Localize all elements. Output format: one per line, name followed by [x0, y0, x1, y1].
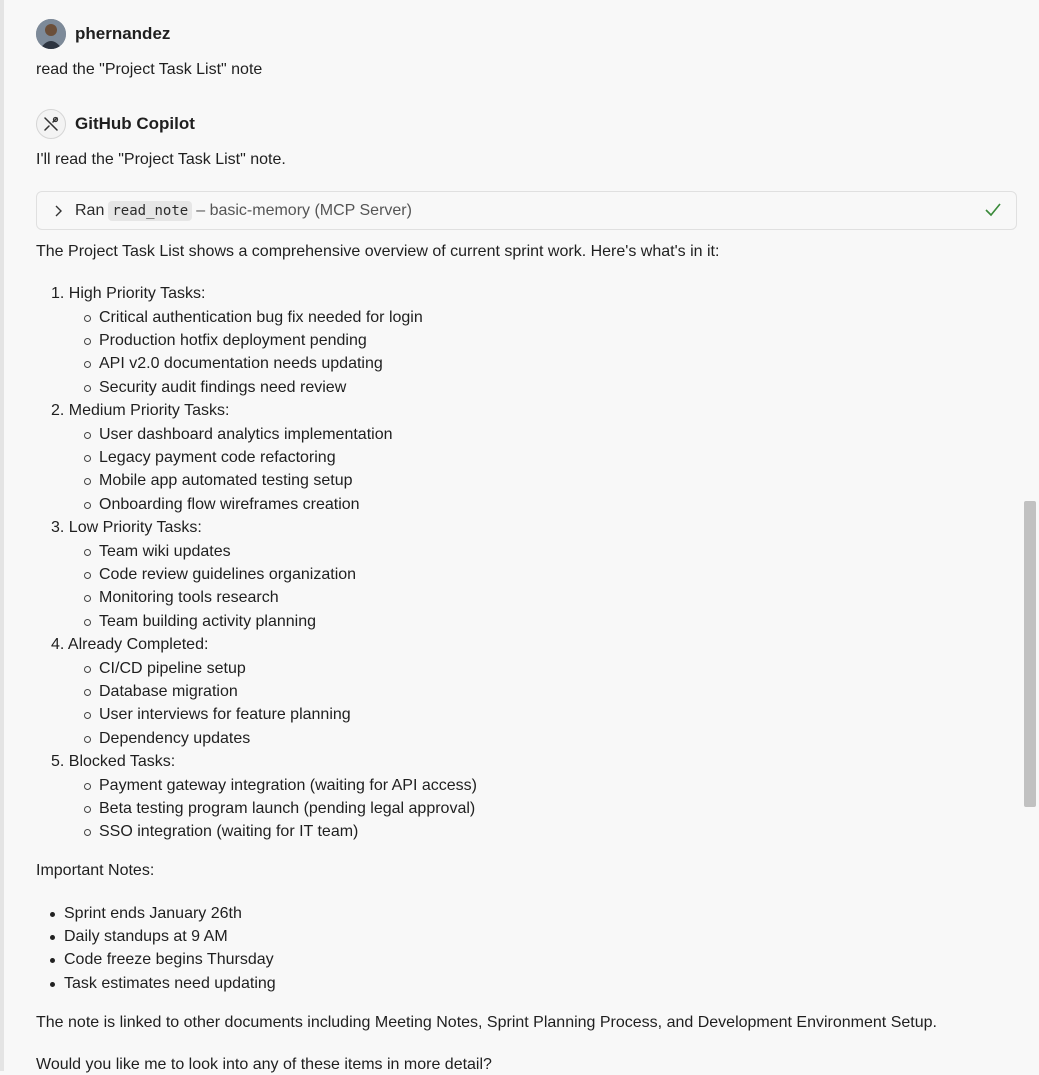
- assistant-name: GitHub Copilot: [75, 114, 195, 133]
- section-title: 2. Medium Priority Tasks:: [51, 402, 230, 419]
- section-title: 3. Low Priority Tasks:: [51, 519, 202, 536]
- note-item: Daily standups at 9 AM: [50, 927, 228, 947]
- list-item: Payment gateway integration (waiting for API access): [84, 776, 477, 796]
- list-item: Team building activity planning: [84, 612, 316, 632]
- section-title: 4. Already Completed:: [51, 636, 209, 653]
- assistant-intro: I'll read the "Project Task List" note.: [36, 151, 286, 168]
- list-item: Monitoring tools research: [84, 588, 279, 608]
- section-title: 5. Blocked Tasks:: [51, 753, 176, 770]
- copilot-avatar: [36, 109, 66, 139]
- chevron-right-icon[interactable]: [53, 205, 65, 217]
- list-item: Legacy payment code refactoring: [84, 448, 336, 468]
- list-item: Production hotfix deployment pending: [84, 331, 367, 351]
- list-item: Critical authentication bug fix needed for login: [84, 308, 423, 328]
- list-item: SSO integration (waiting for IT team): [84, 822, 358, 842]
- user-message-text: read the "Project Task List" note: [36, 61, 263, 78]
- note-item: Code freeze begins Thursday: [50, 950, 274, 970]
- tool-ran-label: Ran: [75, 201, 105, 219]
- note-item: Sprint ends January 26th: [50, 904, 242, 924]
- tool-source: – basic-memory (MCP Server): [196, 201, 412, 219]
- list-item: Code review guidelines organization: [84, 565, 356, 585]
- linked-documents-text: The note is linked to other documents including Meeting Notes, Sprint Planning Process, and Development Environment Setup.: [36, 1014, 937, 1031]
- list-item: Dependency updates: [84, 729, 250, 749]
- section-title: 1. High Priority Tasks:: [51, 285, 206, 302]
- checkmark-icon: [984, 202, 1002, 223]
- list-item: Security audit findings need review: [84, 378, 346, 398]
- user-avatar: [36, 19, 66, 49]
- notes-heading: Important Notes:: [36, 862, 155, 879]
- followup-question: Would you like me to look into any of these items in more detail?: [36, 1056, 492, 1073]
- tool-name-code: read_note: [108, 201, 192, 221]
- summary-text: The Project Task List shows a comprehensive overview of current sprint work. Here's what's in it:: [36, 243, 720, 260]
- list-item: Onboarding flow wireframes creation: [84, 495, 360, 515]
- list-item: Beta testing program launch (pending legal approval): [84, 799, 475, 819]
- list-item: Mobile app automated testing setup: [84, 471, 353, 491]
- user-name: phernandez: [75, 24, 171, 43]
- note-item: Task estimates need updating: [50, 974, 276, 994]
- list-item: User dashboard analytics implementation: [84, 425, 392, 445]
- scrollbar-thumb[interactable]: [1024, 501, 1036, 807]
- list-item: API v2.0 documentation needs updating: [84, 354, 383, 374]
- list-item: CI/CD pipeline setup: [84, 659, 246, 679]
- user-message-header: [36, 19, 170, 49]
- assistant-message-header: [36, 109, 195, 139]
- tools-icon: [42, 115, 60, 133]
- list-item: Team wiki updates: [84, 542, 231, 562]
- list-item: User interviews for feature planning: [84, 705, 351, 725]
- list-item: Database migration: [84, 682, 238, 702]
- tool-call-row[interactable]: [36, 191, 1017, 230]
- panel-left-border: [0, 0, 4, 1071]
